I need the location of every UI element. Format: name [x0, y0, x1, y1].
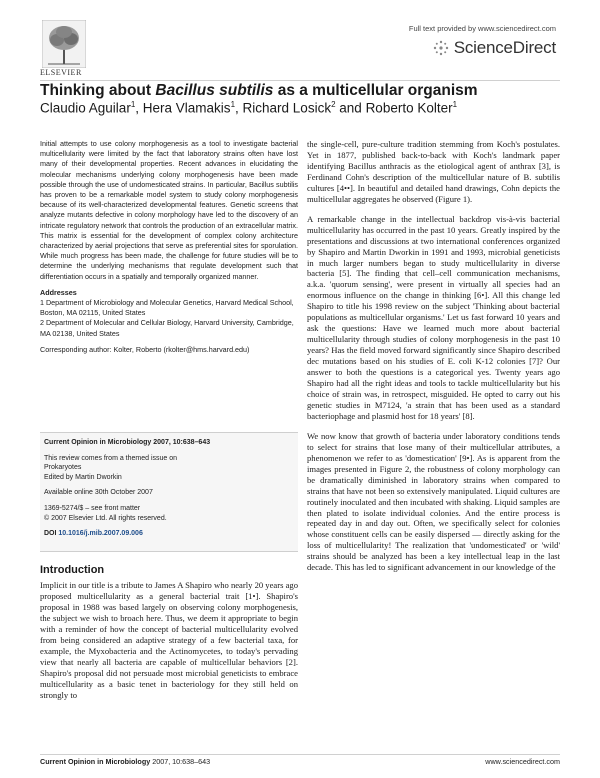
- theme-name: Prokaryotes: [44, 464, 82, 472]
- title-end: as a multicellular organism: [273, 82, 478, 99]
- author-name: Claudio Aguilar: [40, 100, 131, 116]
- corresponding-author[interactable]: Corresponding author: Kolter, Roberto (rkolter@hms.harvard.edu): [40, 344, 250, 354]
- footer-volume: 2007, 10:638–643: [150, 757, 211, 766]
- doi-link[interactable]: 10.1016/j.mib.2007.09.006: [58, 530, 143, 538]
- footer-divider: [40, 754, 560, 755]
- elsevier-tree-logo: [42, 20, 86, 68]
- address-item: 2 Department of Molecular and Cellular Biology, Harvard University, Cambridge, MA 02138, United States: [40, 318, 294, 338]
- available-online: Available online 30th October 2007: [44, 489, 153, 497]
- abstract: [40, 139, 298, 282]
- doi-label: DOI: [44, 530, 59, 538]
- address-item: 1 Department of Microbiology and Molecular Genetics, Harvard Medical School, Boston, MA 02115, United States: [40, 298, 294, 318]
- left-column: [40, 139, 298, 355]
- article-title: [40, 82, 478, 100]
- author-affiliation[interactable]: 1: [230, 100, 236, 109]
- sciencedirect-logo[interactable]: [432, 38, 556, 58]
- author-separator: ,: [135, 100, 143, 116]
- doi-line: [44, 529, 294, 539]
- introduction-heading: Introduction: [40, 564, 105, 576]
- introduction-text: Implicit in our title is a tribute to James A Shapiro who nearly 20 years ago proposed multicellularity as a general bacterial trait [1•]. Shapiro's proposal in 1988 was based largely on observing colony morphogenesis, the subject we wish to broach here. Thus, we deem it appropriate to begin with a reminder of how the concept of bacterial multicellularity evolved from being considered an adaptive strategy of a few bacterial taxa, for example, the Myxobacteria and the Actinomycetes, to today's pervading view that nearly all bacteria are capable of multicellular behaviors [2]. Shapiro's proposal did not persuade most microbial geneticists to embrace multicellularity as a basic tenet in bacteriology for they still held on strongly to: [40, 580, 299, 700]
- footer-journal: Current Opinion in Microbiology: [40, 757, 151, 766]
- theme-line: This review comes from a themed issue on: [44, 454, 178, 462]
- author-affiliation[interactable]: 2: [331, 100, 336, 109]
- introduction-body: [40, 580, 298, 700]
- author-name: Hera Vlamakis: [142, 100, 231, 116]
- body-paragraph: the single-cell, pure-culture tradition stemming from Koch's postulates. Yet in 1877, published back-to-back with Koch's landmark paper identifying Bacillus anthracis as the etiological agent of anthrax [3], is Ferdinand Cohn's description of the multicellular nature of B. subtilis cultures [4••]. In beautiful and detailed hand drawings, Cohn depicts the multicellular aggregates he observed (Figure 1).: [307, 139, 560, 204]
- publisher-name: ELSEVIER: [40, 68, 82, 77]
- copyright-line: © 2007 Elsevier Ltd. All rights reserved.: [44, 514, 167, 522]
- right-column: [307, 139, 560, 582]
- footer-url[interactable]: www.sciencedirect.com: [485, 757, 560, 766]
- footer-citation: [40, 757, 210, 766]
- addresses-heading: Addresses: [40, 287, 77, 297]
- author-affiliation[interactable]: 1: [130, 100, 136, 109]
- abstract-text: Initial attempts to use colony morphogenesis as a tool to investigate bacterial multicellularity were limited by the fact that laboratory strains often have lost many of their developmental properties. Recent advances in elucidating the molecular mechanisms underlying colony morphogenesis have been made possible through the use of undomesticated strains. In particular, Bacillus subtilis has proven to be a remarkable model system to study colony morphogenesis because of its well-characterized developmental features. Genetic screens that analyze mutants defective in colony morphology have led to the discovery of an intricate regulatory network that controls the production of an extracellular matrix. This matrix is essential for the development of complex colony architecture characterized by aerial projections that serve as preferential sites for sporulation. While much progress has been made, the challenge for future studies will be to determine the underlying mechanisms that regulate development such that differentiation occurs in a spatially and temporally organized manner.: [40, 139, 298, 281]
- title-start: Thinking about: [40, 82, 156, 99]
- theme-editor: Edited by Martin Dworkin: [44, 473, 122, 481]
- author-separator: ,: [235, 100, 243, 116]
- journal-citation: Current Opinion in Microbiology 2007, 10:638–643: [44, 439, 211, 446]
- fulltext-note[interactable]: Full text provided by www.sciencedirect.com: [408, 24, 556, 33]
- article-info-box: [40, 432, 298, 552]
- issn-line: 1369-5274/$ – see front matter: [44, 504, 141, 512]
- page-header: [0, 0, 600, 80]
- author-affiliation[interactable]: 1: [452, 100, 458, 109]
- title-species: Bacillus subtilis: [155, 82, 274, 99]
- sciencedirect-mark-icon: [432, 39, 450, 57]
- header-divider: [40, 80, 560, 81]
- body-paragraph: A remarkable change in the intellectual backdrop vis-à-vis bacterial multicellularity has occurred in the past 10 years. Greatly inspired by the presentations and discussions at two international conferences organized by Shapiro and Martin Dworkin in 1991 and 1993, microbial geneticists in much larger numbers began to study multicellularity in diverse bacteria [5]. The finding that cell–cell communication mechanisms, a.k.a. 'quorum sensing', were present in virtually all species had an enormous influence on the change in thinking [6•]. All this change led Shapiro to title his 1998 review on the subject 'Thinking about bacterial populations as multicellular organisms.' Let us fast forward 10 years and ask the questions: Have we learned much more about bacterial multicellularity through studies of colony morphogenesis in the past 10 years? Has the field moved forward significantly since Shapiro described dec mutations based on his studies of E. coli K-12 colonies [7]? Our answer to both the questions is a categorical yes. Twenty years ago Shapiro had all the right ideas and tools to tackle multicellularity but his choice of strain was, in retrospect, misguided. He opted to carry out his genetic studies in M7124, 'a strain that has been used as a standard bacteriophage and plasmid host for 18 years' [8].: [307, 213, 560, 421]
- author-name: Richard Losick: [242, 100, 332, 116]
- author-list: [40, 100, 457, 116]
- author-separator: and: [335, 100, 366, 116]
- author-name: Roberto Kolter: [365, 100, 453, 116]
- body-paragraph: We now know that growth of bacteria under laboratory conditions tends to select for strains that lose many of their multicellular attributes, a phenomenon we refer to as 'domestication' [9•]. As is apparent from the images presented in Figure 2, the robustness of colony morphology can be dramatically diminished in laboratory strains when compared to strains that have not been so extensively manipulated. Liquid cultures are routinely inoculated and then incubated with shaking. Liquid samples are then plated to isolate individual colonies. And the entire process is repeated day in and day out. Often, we specifically select for colonies whose constituent cells can be easily dispersed — directly asking for the loss of multicellularity! The realization that 'undomesticated' or 'wild' strains should be analyzed has been a key intellectual leap in the last decade. This has led to significant advancement in our knowledge of the: [307, 430, 560, 573]
- sciencedirect-wordmark: ScienceDirect: [453, 38, 556, 57]
